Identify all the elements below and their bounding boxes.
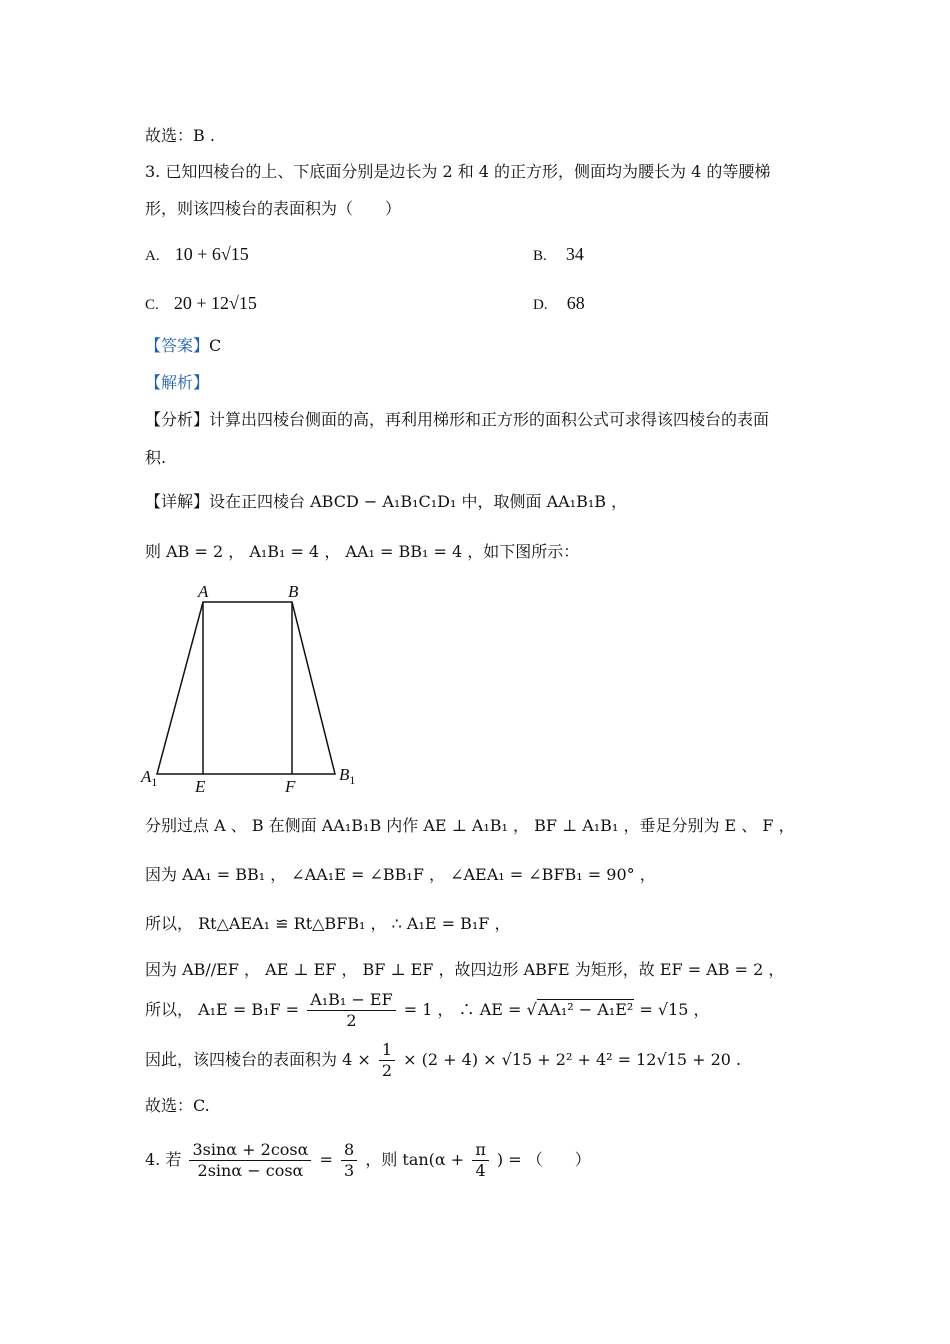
q3-stem-line2: 形，则该四棱台的表面积为（ ） [145, 199, 402, 218]
label-a: A [198, 582, 209, 601]
sol-line6 [145, 1040, 741, 1081]
sol5-denominator: 2 [346, 1011, 357, 1030]
sol5-fraction [307, 990, 396, 1031]
q4-stem [145, 1138, 591, 1182]
analysis-tag: 【解析】 [145, 373, 210, 392]
sol-line2: 因为 AA₁ = BB₁ ， ∠AA₁E = ∠BB₁F ， ∠AEA₁ = ∠BFB₁ = 90° ， [145, 865, 656, 884]
option-label: B. [533, 248, 547, 264]
sol5-pre: 所以， A₁E = B₁F = [145, 1000, 300, 1019]
detail-text: 设在正四棱台 ABCD − A₁B₁C₁D₁ 中，取侧面 AA₁B₁B ， [209, 492, 628, 511]
option-label: D. [533, 297, 548, 313]
q4-denominator: 2sinα − cosα [197, 1161, 304, 1180]
trapezoid-figure [135, 578, 375, 798]
sol-line3: 所以， Rt△AEA₁ ≌ Rt△BFB₁ ， ∴ A₁E = B₁F ， [145, 914, 511, 933]
option-text: 10 + 6√15 [174, 244, 249, 264]
sol6-post: × (2 + 4) × √15 + 2² + 4² = 12√15 + 20 . [403, 1050, 742, 1069]
q3-stem-line1: 3. 已知四棱台的上、下底面分别是边长为 2 和 4 的正方形，侧面均为腰长为 4 的等腰梯 [145, 162, 771, 181]
option-text: 20 + 12√15 [173, 293, 257, 313]
option-label: C. [145, 297, 159, 313]
fenxi-line2: 积. [145, 448, 167, 467]
q4-pi-denominator: 4 [475, 1161, 486, 1180]
option-text: 68 [566, 293, 585, 313]
q4-rhs-fraction [341, 1140, 357, 1181]
trapezoid-outline [157, 602, 335, 774]
sol5-mid: = 1 ， ∴ AE = [403, 1000, 522, 1019]
q3-option-a [145, 242, 249, 268]
q4-rhs-denominator: 3 [344, 1161, 355, 1180]
q4-pi-fraction [472, 1140, 489, 1181]
q4-fraction [189, 1140, 311, 1181]
q4-rhs-numerator: 8 [341, 1140, 357, 1161]
label-a1: $A_1$ [141, 767, 158, 789]
q3-option-c [145, 291, 257, 317]
fenxi-text: 计算出四棱台侧面的高，再利用梯形和正方形的面积公式可求得该四棱台的表面 [209, 410, 770, 429]
answer-tag: 【答案】 [145, 336, 210, 355]
fenxi-line1 [145, 408, 769, 432]
detail-tag: 【详解】 [145, 492, 210, 511]
q4-post-pre: ，则 tan(α + [365, 1150, 465, 1169]
label-b: B [288, 582, 299, 601]
sol6-denominator: 2 [381, 1061, 393, 1080]
q4-equals: = [319, 1150, 333, 1169]
q4-pre: 4. 若 [145, 1150, 182, 1169]
detail-line2: 则 AB = 2 ， A₁B₁ = 4 ， AA₁ = BB₁ = 4 ，如下图所示： [145, 542, 580, 561]
option-label: A. [145, 248, 160, 264]
sol-line1: 分别过点 A 、 B 在侧面 AA₁B₁B 内作 AE ⊥ A₁B₁ ， BF ⊥ A₁B₁ ，垂足分别为 E 、 F ， [145, 816, 795, 835]
label-b1: $B_1$ [339, 765, 356, 787]
analysis-line [145, 371, 209, 395]
option-text: 34 [565, 244, 584, 264]
answer-line [145, 334, 221, 358]
label-e: E [195, 777, 206, 796]
sol6-numerator: 1 [379, 1040, 395, 1061]
q3-option-b [533, 242, 584, 268]
final-answer: 故选：C. [145, 1096, 210, 1115]
q4-numerator: 3sinα + 2cosα [189, 1140, 311, 1161]
sol5-post: = √15 ， [639, 1000, 710, 1019]
sol5-numerator: A₁B₁ − EF [307, 990, 396, 1011]
sol-line5: 所以， A₁E = B₁F = $\frac{\text{A₁B₁ − EF}}{2}$ = 1 ， ∴ AE = √AA₁² − A₁E² = √15 ， [145, 990, 710, 1030]
sol6-pre: 因此，该四棱台的表面积为 4 × [145, 1050, 371, 1069]
label-f: F [285, 777, 296, 796]
q4-post: ) = （ ） [496, 1150, 591, 1169]
answer-value: C [209, 336, 222, 355]
sol-line4: 因为 AB//EF ， AE ⊥ EF ， BF ⊥ EF ，故四边形 ABFE 为矩形，故 EF = AB = 2 ， [145, 960, 785, 979]
detail-line1 [145, 490, 627, 514]
sol5-root: AA₁² − A₁E² [537, 1000, 634, 1019]
fenxi-tag: 【分析】 [145, 410, 210, 429]
q3-option-d [533, 291, 585, 317]
q4-pi-numerator: π [472, 1140, 489, 1161]
prev-answer: 故选：B . [145, 126, 215, 145]
sol6-fraction [379, 1040, 395, 1081]
